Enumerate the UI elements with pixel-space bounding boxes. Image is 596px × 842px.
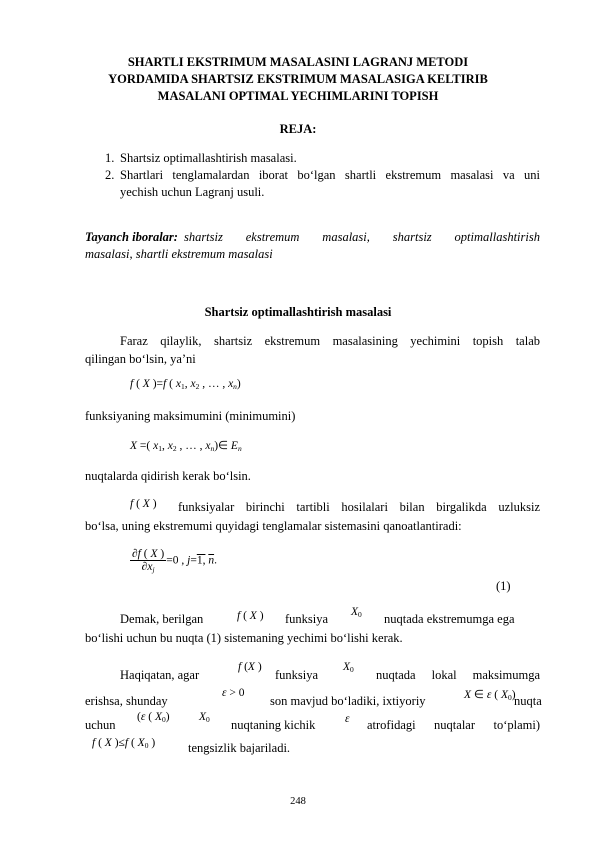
paragraph-6-part-a: Haqiqatan, agar	[120, 668, 200, 682]
paragraph-1-line-2: qilingan bo‘lsin, ya’ni	[85, 352, 196, 366]
paragraph-3: nuqtalarda qidirish kerak bo‘lsin.	[85, 469, 251, 483]
paragraph-4-line-1: funksiyalar birinchi tartibli hosilalari bilan birgalikda uzluksiz	[178, 500, 540, 514]
title-line-3: MASALANI OPTIMAL YECHIMLARINI TOPISH	[157, 89, 439, 103]
paragraph-6-part-h: nuqtaning kichik	[231, 718, 316, 732]
plan-item-2-number: 2.	[105, 168, 115, 182]
plan-item-2-text: Shartlari tenglamalardan iborat bo‘lgan shartli ekstremum masalasi va uni	[120, 168, 540, 182]
formula-inequality: f ( X )≤f ( $X_0$ )	[92, 737, 156, 750]
formula-fx-inline-2: f ( X )	[237, 610, 264, 622]
formula-point-set: X =( $x_1$, $x_2$ , … , $x_n)\in$ $E_n$	[130, 440, 242, 453]
section-title: Shartsiz optimallashtirish masalasi	[204, 305, 392, 319]
document-title	[80, 54, 516, 105]
formula-x0-inline-1: $X_0$	[351, 606, 362, 619]
formula-fx-inline-1: f ( X )	[130, 498, 157, 510]
paragraph-4-line-2: bo‘lsa, uning ekstremumi quyidagi tenglamalar sistemasini qanoatlantiradi:	[85, 519, 462, 533]
formula-x0-inline-2: $X_0$	[343, 661, 354, 674]
equation-number: (1)	[496, 579, 511, 593]
paragraph-5-part-b: funksiya	[285, 612, 329, 626]
plan-item-1-number: 1.	[105, 151, 115, 165]
paragraph-5-part-a: Demak, berilgan	[120, 612, 204, 626]
paragraph-5-part-c: nuqtada ekstremumga ega	[384, 612, 515, 626]
equation-partial-derivative: $\frac{\partial f ( X )}{\partial x_j}$ =0 , j=1, $\overline{n}$.	[132, 548, 217, 574]
formula-epsilon-inline: ε	[345, 713, 350, 725]
formula-neighborhood: (ε ( $X_0$)	[137, 711, 170, 724]
partial-derivative-fraction: $\frac{\partial f ( X )}{\partial x_j}$	[132, 548, 165, 574]
paragraph-6-part-c: nuqtada lokal maksimumga	[376, 668, 540, 682]
formula-x0-inline-3: $X_0$	[199, 711, 210, 724]
keywords-text-2: masalasi, shartli ekstremum masalasi	[85, 247, 273, 261]
plan-item-2-continuation: yechish uchun Lagranj usuli.	[120, 185, 265, 199]
title-line-1: SHARTLI EKSTRIMUM MASALASINI LAGRANJ METODI	[127, 55, 469, 69]
formula-function-definition: f ( X )=f ( $x_1$, $x_2$ , … , $x_n$)	[130, 378, 241, 391]
paragraph-6-part-e: son mavjud bo‘ladiki, ixtiyoriy	[270, 694, 426, 708]
paragraph-2: funksiyaning maksimumini (minimumini)	[85, 409, 296, 423]
paragraph-6-part-g: uchun	[85, 718, 116, 732]
title-line-2: YORDAMIDA SHARTSIZ EKSTRIMUM MASALASIGA KELTIRIB	[108, 72, 488, 86]
paragraph-1-line-1: Faraz qilaylik, shartsiz ekstremum masalasining yechimini topish talab	[120, 334, 540, 348]
formula-epsilon-positive: ε > 0	[222, 687, 245, 699]
formula-x-in-neighborhood: X ∈ ε ( $X_0$)	[464, 689, 516, 702]
paragraph-6-part-b: funksiya	[275, 668, 319, 682]
paragraph-6-part-i: atrofidagi nuqtalar to‘plami)	[367, 718, 540, 732]
paragraph-6-part-d: erishsa, shunday	[85, 694, 168, 708]
keywords-text-1: shartsiz ekstremum masalasi, shartsiz optimallashtirish	[183, 230, 540, 244]
plan-item-1-text: Shartsiz optimallashtirish masalasi.	[120, 151, 297, 165]
keywords-line-1	[85, 229, 540, 246]
paragraph-5-line-2: bo‘lishi uchun bu nuqta (1) sistemaning yechimi bo‘lishi kerak.	[85, 631, 403, 645]
paragraph-6-part-j: tengsizlik bajariladi.	[188, 741, 291, 755]
page-number: 248	[290, 796, 306, 807]
formula-fx-inline-3: f (X )	[238, 661, 262, 673]
keywords-label: Tayanch iboralar:	[85, 230, 178, 244]
plan-heading: REJA:	[279, 122, 317, 136]
paragraph-6-part-f: nuqta	[514, 694, 542, 708]
